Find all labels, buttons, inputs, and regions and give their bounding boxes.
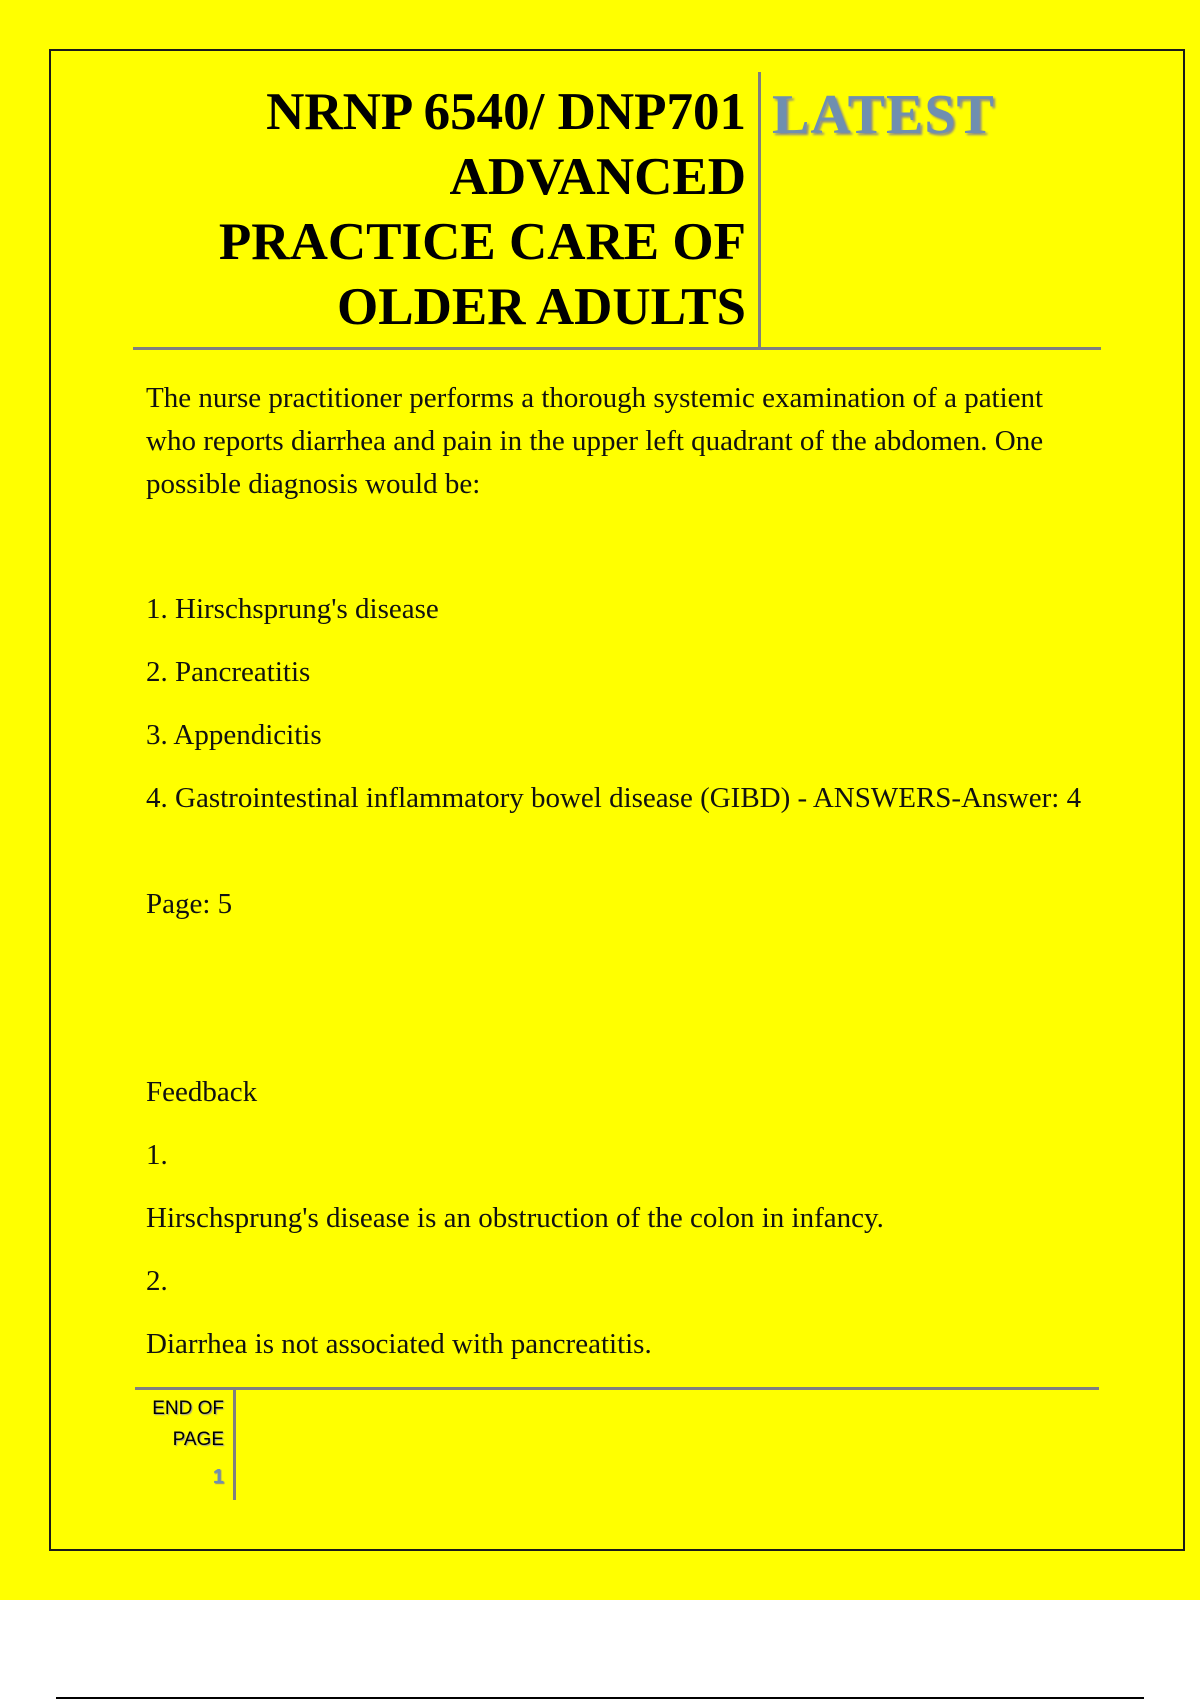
question-stem: The nurse practitioner performs a thorough systemic examination of a patient who reports diarrhea and pain in the upper left quadrant of the abdomen. One possible diagnosis would be: (146, 382, 1044, 500)
page-reference: Page: 5 (146, 888, 233, 920)
latest-badge: LATEST (772, 84, 995, 146)
document-title (150, 80, 746, 340)
title-line-4: OLDER ADULTS (337, 278, 746, 336)
title-line-3: PRACTICE CARE OF (218, 213, 746, 271)
end-of-page-line-2: PAGE (172, 1429, 224, 1450)
end-of-page-label (130, 1393, 224, 1455)
feedback-number-2: 2. (146, 1265, 168, 1297)
footer-divider (233, 1390, 236, 1500)
answer-option-2: 2. Pancreatitis (146, 656, 311, 688)
feedback-text-1: Hirschsprung's disease is an obstruction of the colon in infancy. (146, 1202, 884, 1234)
title-line-1: NRNP 6540/ DNP701 (266, 83, 746, 141)
footer-page-number: 1 (212, 1466, 224, 1488)
answer-option-4: 4. Gastrointestinal inflammatory bowel disease (GIBD) - ANSWERS-Answer: 4 (146, 782, 1082, 814)
title-line-2: ADVANCED (449, 148, 746, 206)
bottom-rule (56, 1697, 1144, 1699)
end-of-page-line-1: END OF (152, 1398, 224, 1419)
answer-option-3: 3. Appendicitis (146, 719, 322, 751)
footer-rule (135, 1387, 1099, 1390)
answer-option-1: 1. Hirschsprung's disease (146, 593, 439, 625)
feedback-heading: Feedback (146, 1076, 258, 1108)
header-rule (133, 347, 1101, 350)
feedback-number-1: 1. (146, 1139, 168, 1171)
feedback-text-2: Diarrhea is not associated with pancreatitis. (146, 1328, 652, 1360)
title-divider (758, 72, 761, 350)
